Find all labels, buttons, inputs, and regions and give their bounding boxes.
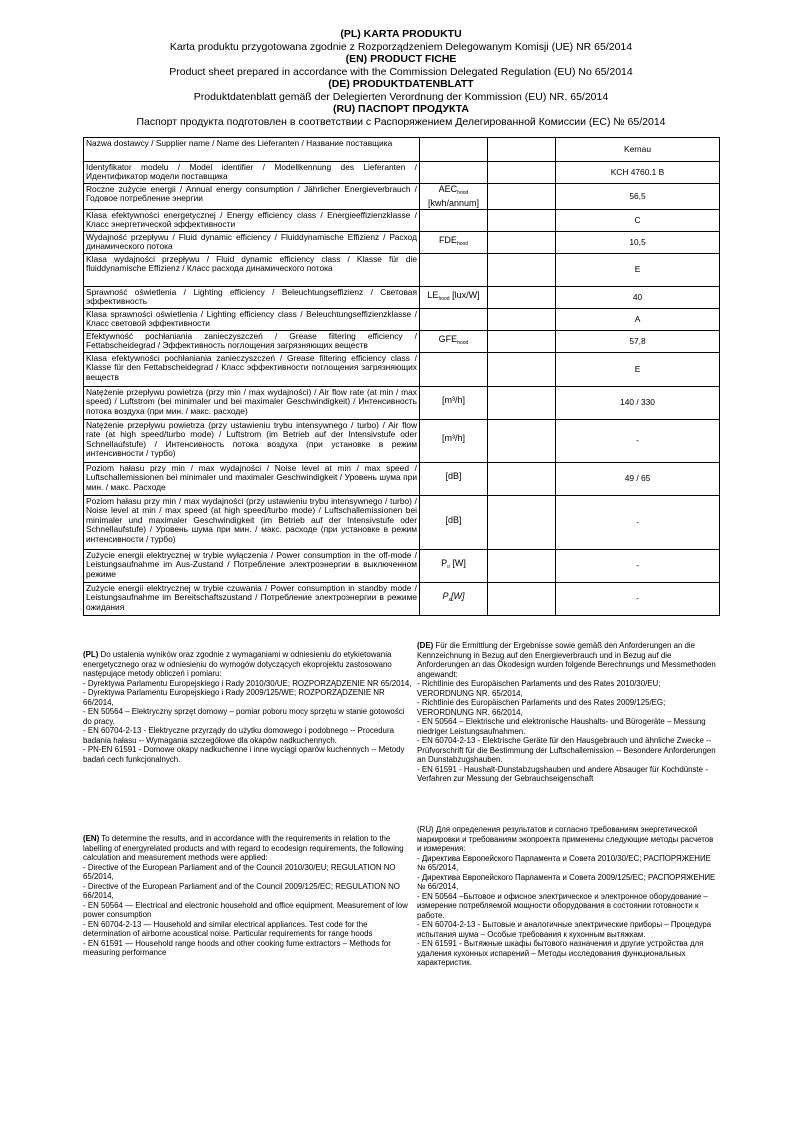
- row-value: 57,8: [556, 331, 720, 353]
- row-description: Zużycie energii elektrycznej w trybie wyłączenia / Power consumption in the off-mode / Leistungsaufnahme im Aus-Zustand / Потребление электроэнергии в выключенном режиме: [84, 550, 420, 583]
- table-row: [84, 138, 720, 162]
- table-row: [84, 331, 720, 353]
- row-unit: [420, 353, 488, 387]
- row-spacer: [488, 184, 556, 210]
- table-row: [84, 496, 720, 550]
- row-spacer: [488, 353, 556, 387]
- row-spacer: [488, 287, 556, 309]
- notes-ru: [417, 825, 717, 968]
- row-description: Identyfikator modelu / Model identifier / Modellkennung des Lieferanten / Идентификатор модели поставщика: [84, 162, 420, 184]
- notes-en-tag: (EN): [83, 834, 100, 843]
- title-pl: (PL) KARTA PRODUKTU: [340, 28, 462, 40]
- table-row: [84, 463, 720, 496]
- row-description: Poziom hałasu przy min / max wydajności (przy ustawieniu trybu intensywnego / turbo) / Noise level at min / max speed (at high speed/turbo mode) / Luftschallemissionen bei minimaler und maximaler Geschwindigkeit (im Betrieb auf der Intensivstufe oder Schnellaufstufe) / Уровень шума при мин. / макс. расходе (при установке в режим интенсивности / турбо): [84, 496, 420, 550]
- title-de: (DE) PRODUKTDATENBLATT: [328, 78, 474, 90]
- row-unit: [420, 138, 488, 162]
- row-spacer: [488, 420, 556, 463]
- row-spacer: [488, 254, 556, 287]
- table-row: [84, 353, 720, 387]
- row-value: -: [556, 420, 720, 463]
- notes-de-text: Für die Ermittlung der Ergebnisse sowie gemäß den Anforderungen an die Kennzeichnung in Bezug auf den Energieverbrauch und in Bezug auf die Anforderungen an das Ökodesign wurden folgende Berechnungs und Messmethoden angewandt: - Richtlinie des Europäischen Parlaments und des Rates 2010/30/EU; VERORDNUNG NR. 65/2014, - Richtlinie des Europäischen Parlaments und des Rates 2009/125/EG; VERORDNUNG NR. 66/2014, - EN 50564 – Elektrische und elektronische Haushalts- und Bürogeräte – Messung niedriger Leistungsaufnahmen. - EN 60704-2-13 - Elektrische Geräte für den Hausgebrauch und ähnliche Zwecke -- Prüfvorschrift für die Bestimmung der Luftschallemission -- Besondere Anforderungen an Dunstabzugshauben. - EN 61591 - Haushalt-Dunstabzugshauben und andere Absauger für Kochdünste - Verfahren zur Messung der Gebrauchseigenschaft: [417, 641, 716, 783]
- notes-pl: [83, 650, 413, 764]
- row-spacer: [488, 309, 556, 331]
- document-header: [0, 28, 802, 128]
- row-value: -: [556, 583, 720, 616]
- row-unit: $GFE_{hood}$: [420, 331, 488, 353]
- row-unit: [dB]: [420, 496, 488, 550]
- row-value: KCH 4760.1 B: [556, 162, 720, 184]
- row-value: 40: [556, 287, 720, 309]
- row-spacer: [488, 138, 556, 162]
- row-unit: [m³/h]: [420, 420, 488, 463]
- row-value: 10,5: [556, 232, 720, 254]
- row-description: Nazwa dostawcy / Supplier name / Name des Lieferanten / Название поставщика: [84, 138, 420, 162]
- row-description: Sprawność oświetlenia / Lighting efficiency / Beleuchtungseffizienz / Световая эффективность: [84, 287, 420, 309]
- row-description: Wydajność przepływu / Fluid dynamic efficiency / Fluiddynamische Effizienz / Расход динамического потока: [84, 232, 420, 254]
- row-spacer: [488, 210, 556, 232]
- row-description: Efektywność pochłaniania zanieczyszczeń / Grease filtering efficiency / Fettabscheidegrad / Эффективность поглощения загрязняющих веществ: [84, 331, 420, 353]
- subtitle-de: Produktdatenblatt gemäß der Delegierten Verordnung der Kommission (EU) NR. 65/2014: [193, 90, 609, 103]
- table-row: [84, 254, 720, 287]
- table-row: [84, 550, 720, 583]
- row-description: Zużycie energii elektrycznej w trybie czuwania / Power consumption in standby mode / Leistungsaufnahme im Bereitschaftszustand / Потребление электроэнергии в режиме ожидания: [84, 583, 420, 616]
- row-spacer: [488, 463, 556, 496]
- row-value: 56,5: [556, 184, 720, 210]
- notes-pl-text: Do ustalenia wyników oraz zgodnie z wymaganiami w odniesieniu do etykietowania energetycznego oraz w odniesieniu do wymogów dotyczących ekoprojektu zastosowano następujące metody obliczeń i pomiaru: - Dyrektywa Parlamentu Europejskiego i Rady 2010/30/UE; ROZPORZĄDZENIE NR 65/2014, - Dyrektywa Parlamentu Europejskiego i Rady 2009/125/WE; ROZPORZĄDZENIE NR 66/2014, - EN 50564 – Elektryczny sprzęt domowy – pomiar poboru mocy sprzętu w stanie gotowości do pracy. - EN 60704-2-13 - Elektryczne przyrządy do użytku domowego i podobnego -- Procedura badania hałasu -- Wymagania szczegółowe dla okapów nadkuchennych. - PN-EN 61591 - Domowe okapy nadkuchenne i inne wyciągi oparów kuchennych -- Metody badań cech funkcjonalnych.: [83, 650, 412, 764]
- row-description: Klasa efektywności energetycznej / Energy efficiency class / Energieeffizienzklasse / Класс энергетической эффективности: [84, 210, 420, 232]
- row-spacer: [488, 583, 556, 616]
- row-value: C: [556, 210, 720, 232]
- row-unit: $AEC_{hood}$ [kwh/annum]: [420, 184, 488, 210]
- subtitle-pl: Karta produktu przygotowana zgodnie z Rozporządzeniem Delegowanym Komisji (UE) NR 65/2014: [169, 40, 633, 53]
- row-unit: [420, 162, 488, 184]
- row-description: Natężenie przepływu powietrza (przy min / max wydajności) / Air flow rate (at min / max speed) / Luftstrom (bei minimaler und bei maximaler Geschwindigkeit) / Интенсивность потока воздуха (при мин. / макс. расходе): [84, 387, 420, 420]
- row-description: Klasa sprawności oświetlenia / Lighting efficiency class / Beleuchtungseffizienzklasse / Класс световой эффективности: [84, 309, 420, 331]
- notes-de: [417, 641, 717, 784]
- row-unit: [dB]: [420, 463, 488, 496]
- row-value: 140 / 330: [556, 387, 720, 420]
- table-row: [84, 162, 720, 184]
- row-unit: $FDE_{hood}$: [420, 232, 488, 254]
- title-en: (EN) PRODUCT FICHE: [345, 53, 457, 65]
- row-spacer: [488, 387, 556, 420]
- title-ru: (RU) ПАСПОРТ ПРОДУКТА: [332, 103, 470, 115]
- row-unit: $P_s[W]$: [420, 583, 488, 616]
- row-value: -: [556, 496, 720, 550]
- row-value: -: [556, 550, 720, 583]
- notes-pl-tag: (PL): [83, 650, 99, 659]
- row-value: E: [556, 254, 720, 287]
- subtitle-ru: Паспорт продукта подготовлен в соответствии с Распоряжением Делегированной Комиссии (ЕС) № 65/2014: [136, 115, 666, 128]
- table-row: [84, 309, 720, 331]
- row-spacer: [488, 331, 556, 353]
- notes-ru-text: (RU) Для определения результатов и согласно требованиям энергетической маркировки и требованиям экопроекта применены следующие методы расчетов и измерения: - Директива Европейского Парламента и Совета 2010/30/ЕС; РАСПОРЯЖЕНИЕ № 65/2014, - Директива Европейского Парламента и Совета 2009/125/ЕС; РАСПОРЯЖЕНИЕ № 66/2014, - EN 50564 –Бытовое и офисное электрическое и электронное оборудование – измерение потребляемой мощности оборудования в состоянии готовности к работе. - EN 60704-2-13 - Бытовые и аналогичные электрические приборы – Процедура испытания шума – Особые требования к кухонным вытяжкам. - EN 61591 - Вытяжные шкафы бытового назначения и другие устройства для удаления кухонных испарений – Методы исследования функциональных характеристик.: [417, 825, 716, 967]
- row-description: Poziom hałasu przy min / max wydajności / Noise level at min / max speed / Luftschallemissionen bei minimaler und maximaler Geschwindigkeit / Уровень шума при мин. / макс. Расходе: [84, 463, 420, 496]
- row-description: Klasa efektywności pochłaniania zanieczyszczeń / Grease filtering efficiency class / Klasse für den Fettabscheidegrad / Класс эффективности поглощения загрязняющих веществ: [84, 353, 420, 387]
- product-fiche-table: [83, 137, 720, 616]
- row-unit: [420, 254, 488, 287]
- row-unit: [420, 309, 488, 331]
- row-unit: $P_o$ [W]: [420, 550, 488, 583]
- table-row: [84, 387, 720, 420]
- row-description: Natężenie przepływu powietrza (przy ustawieniu trybu intensywnego / turbo) / Air flow rate (at high speed/turbo mode) / Luftstrom (im Betrieb auf der Intensivstufe oder Schnellaufstufe) / Интенсивность потока воздуха (при установке в режим интенсивности / турбо): [84, 420, 420, 463]
- table-row: [84, 287, 720, 309]
- table-row: [84, 420, 720, 463]
- row-description: Klasa wydajności przepływu / Fluid dynamic efficiency class / Klasse für die fluiddynamische Effizienz / Класс расхода динамического потока: [84, 254, 420, 287]
- row-unit: [420, 210, 488, 232]
- table-row: [84, 210, 720, 232]
- row-unit: $LE_{hood}$ [lux/W]: [420, 287, 488, 309]
- notes-de-tag: (DE): [417, 641, 434, 650]
- table-row: [84, 232, 720, 254]
- row-spacer: [488, 496, 556, 550]
- row-spacer: [488, 162, 556, 184]
- row-spacer: [488, 232, 556, 254]
- notes-en: [83, 834, 413, 958]
- row-spacer: [488, 550, 556, 583]
- table-row: [84, 184, 720, 210]
- subtitle-en: Product sheet prepared in accordance with the Commission Delegated Regulation (EU) No 65/2014: [169, 65, 633, 78]
- row-unit: [m³/h]: [420, 387, 488, 420]
- table-row: [84, 583, 720, 616]
- row-value: A: [556, 309, 720, 331]
- row-value: 49 / 65: [556, 463, 720, 496]
- row-description: Roczne zużycie energii / Annual energy consumption / Jährlicher Energieverbrauch / Годовое потребление энергии: [84, 184, 420, 210]
- row-value: E: [556, 353, 720, 387]
- notes-en-text: To determine the results, and in accordance with the requirements in relation to the labelling of energyrelated products and with regard to ecodesign requirements, the following calculation and measurement methods were applied: - Directive of the European Parliament and of the Council 2010/30/EU; REGULATION NO 65/2014, - Directive of the European Parliament and of the Council 2009/125/EC; REGULATION NO 66/2014, - EN 50564 — Electrical and electronic household and office equipment. Measurement of low power consumption - EN 60704-2-13 — Household and similar electrical appliances. Test code for the determination of airborne acoustical noise. Particular requirements for range hoods - EN 61591 — Household range hoods and other cooking fume extractors – Methods for measuring performance: [83, 834, 408, 957]
- row-value: Kernau: [556, 138, 720, 162]
